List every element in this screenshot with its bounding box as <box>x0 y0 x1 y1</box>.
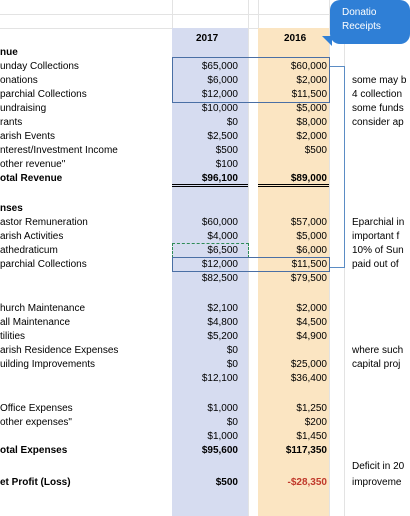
row-label: unday Collections <box>0 61 79 72</box>
cell-2016[interactable]: $1,250 <box>296 403 327 414</box>
cell-2017[interactable]: $1,000 <box>207 403 238 414</box>
cell-2017[interactable]: $4,000 <box>207 231 238 242</box>
row-label: arish Residence Expenses <box>0 345 119 356</box>
cell-2016[interactable]: $11,500 <box>291 89 327 100</box>
row-note[interactable]: capital proj <box>352 359 401 370</box>
row-label: rants <box>0 117 23 128</box>
cell-2016[interactable]: $79,500 <box>290 273 327 284</box>
table-row[interactable] <box>0 316 400 330</box>
row-label: Office Expenses <box>0 403 73 414</box>
cell-2017[interactable]: $12,000 <box>201 89 238 100</box>
cell-2017[interactable]: $82,500 <box>201 273 238 284</box>
cell-2017[interactable]: $0 <box>226 417 238 428</box>
row-note[interactable]: important f <box>352 231 400 242</box>
row-note[interactable]: some funds <box>352 103 404 114</box>
total-underline <box>258 184 329 185</box>
row-note[interactable]: some may b <box>352 75 407 86</box>
row-note[interactable]: 4 collection <box>352 89 403 100</box>
cell-2016[interactable]: $25,000 <box>290 359 327 370</box>
cell-2016[interactable]: $500 <box>304 145 327 156</box>
table-row[interactable] <box>0 402 400 416</box>
row-label: arish Events <box>0 131 56 142</box>
table-row[interactable] <box>0 416 400 430</box>
cell-2017[interactable]: $0 <box>226 359 238 370</box>
cell-2017[interactable]: $95,600 <box>201 445 238 456</box>
row-label: arish Activities <box>0 231 64 242</box>
cell-2016[interactable]: $2,000 <box>296 75 327 86</box>
row-label: astor Remuneration <box>0 217 88 228</box>
row-label: uilding Improvements <box>0 359 96 370</box>
table-row[interactable] <box>0 344 404 358</box>
cell-2016[interactable]: $89,000 <box>290 173 327 184</box>
cell-2017[interactable]: $0 <box>226 117 238 128</box>
cell-2016[interactable]: $2,000 <box>296 303 327 314</box>
row-note[interactable]: improveme <box>352 477 402 488</box>
revenue-section-label: nue <box>0 47 18 58</box>
cell-2017[interactable]: $500 <box>215 145 238 156</box>
table-row[interactable] <box>0 358 400 372</box>
callout-line2: Receipts <box>342 21 381 32</box>
row-label: et Profit (Loss) <box>0 477 71 488</box>
row-label: parchial Collections <box>0 259 87 270</box>
cell-2017[interactable]: $12,100 <box>201 373 238 384</box>
row-label: athedraticum <box>0 245 58 256</box>
row-label: undraising <box>0 103 47 114</box>
cell-2016[interactable]: $11,500 <box>291 259 327 270</box>
year-2016-header[interactable]: 2016 <box>284 33 307 44</box>
row-label: parchial Collections <box>0 89 87 100</box>
revenue-selection-box <box>172 57 330 103</box>
cell-2017[interactable]: $0 <box>226 345 238 356</box>
cell-2017[interactable]: $10,000 <box>201 103 238 114</box>
row-note[interactable]: 10% of Sun <box>352 245 404 256</box>
row-note[interactable]: Deficit in 20 <box>352 461 405 472</box>
subtotal-row[interactable] <box>0 272 400 286</box>
cell-2016[interactable]: $4,900 <box>296 331 327 342</box>
row-label: hurch Maintenance <box>0 303 86 314</box>
cell-2016[interactable]: $1,450 <box>296 431 327 442</box>
subtotal-row[interactable] <box>0 372 400 386</box>
net-profit-row[interactable] <box>0 476 400 490</box>
cell-2017[interactable]: $2,100 <box>207 303 238 314</box>
cell-2016[interactable]: $6,000 <box>296 245 327 256</box>
cell-2017[interactable]: $2,500 <box>207 131 238 142</box>
cell-2016[interactable]: $5,000 <box>296 231 327 242</box>
cell-2017[interactable]: $65,000 <box>201 61 238 72</box>
cell-2016[interactable]: $57,000 <box>290 217 327 228</box>
table-row[interactable] <box>0 330 400 344</box>
copy-marquee <box>172 243 249 258</box>
row-note[interactable]: paid out of <box>352 259 399 270</box>
total-underline <box>172 184 248 185</box>
cell-2016[interactable]: $117,350 <box>285 445 327 456</box>
cell-2017[interactable]: $96,100 <box>201 173 238 184</box>
row-label: all Maintenance <box>0 317 71 328</box>
donation-callout[interactable] <box>330 0 410 44</box>
cell-2017[interactable]: $60,000 <box>201 217 238 228</box>
eparchial-selection-box <box>172 257 330 272</box>
cell-2017[interactable]: $1,000 <box>207 431 238 442</box>
row-label: otal Expenses <box>0 445 68 456</box>
row-note[interactable]: Eparchial in <box>352 217 405 228</box>
subtotal-row[interactable] <box>0 430 400 444</box>
row-note[interactable]: consider ap <box>352 117 404 128</box>
cell-2016[interactable]: $8,000 <box>296 117 327 128</box>
row-label: other expenses" <box>0 417 72 428</box>
table-row[interactable] <box>0 460 405 474</box>
cell-2017[interactable]: $500 <box>215 477 238 488</box>
cell-2017[interactable]: $6,500 <box>207 245 238 256</box>
cell-2017[interactable]: $5,200 <box>207 331 238 342</box>
row-note[interactable]: where such <box>352 345 404 356</box>
year-2017-header[interactable]: 2017 <box>196 33 219 44</box>
expenses-section-label: nses <box>0 203 23 214</box>
table-row[interactable] <box>0 302 400 316</box>
cell-2017[interactable]: $12,000 <box>201 259 238 270</box>
row-label: nterest/Investment Income <box>0 145 118 156</box>
cell-2017[interactable]: $100 <box>215 159 238 170</box>
cell-2017[interactable]: $4,800 <box>207 317 238 328</box>
cell-2016[interactable]: -$28,350 <box>287 477 327 488</box>
row-label: otal Revenue <box>0 173 63 184</box>
cell-2016[interactable]: $5,000 <box>296 103 327 114</box>
cell-2016[interactable]: $4,500 <box>296 317 327 328</box>
cell-2016[interactable]: $60,000 <box>290 61 327 72</box>
cell-2016[interactable]: $36,400 <box>290 373 327 384</box>
cell-2017[interactable]: $6,000 <box>207 75 238 86</box>
cell-2016[interactable]: $2,000 <box>296 131 327 142</box>
total-underline <box>258 186 329 187</box>
cell-2016[interactable]: $200 <box>304 417 327 428</box>
row-label: tilities <box>0 331 26 342</box>
row-label: onations <box>0 75 38 86</box>
total-expenses-row[interactable] <box>0 444 400 458</box>
total-underline <box>172 186 248 187</box>
row-label: other revenue" <box>0 159 66 170</box>
callout-line1: Donatio <box>342 7 377 18</box>
link-bracket <box>330 66 345 268</box>
